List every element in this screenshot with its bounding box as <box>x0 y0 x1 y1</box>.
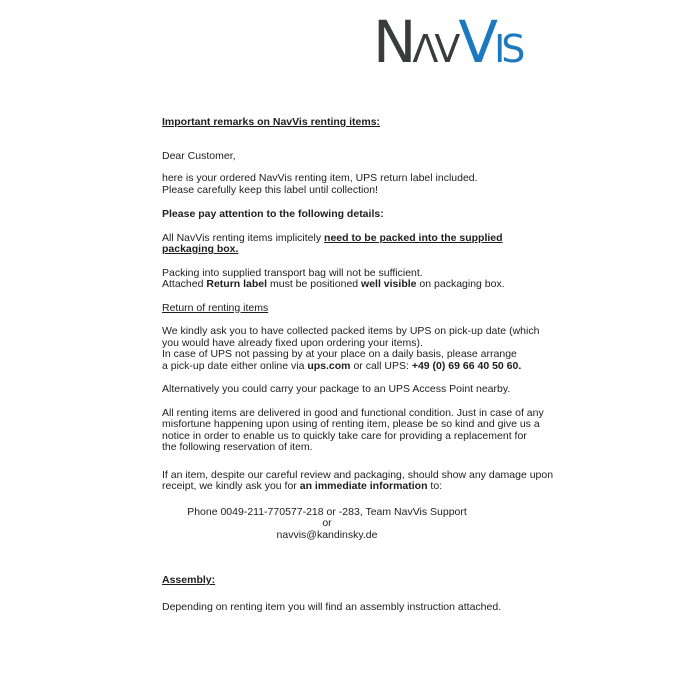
packing-note <box>162 268 544 291</box>
document-body <box>162 116 554 613</box>
text-line <box>162 151 544 163</box>
return-heading <box>162 303 544 315</box>
text-segment: Return label <box>206 278 268 290</box>
pickup-paragraph <box>162 326 544 372</box>
text-segment: packaging box. <box>162 243 239 255</box>
text-segment: Attached <box>162 278 207 290</box>
text-segment: misfortune happening upon using of renting item, please be so kind and give us a <box>162 418 540 430</box>
text-line <box>162 575 544 587</box>
text-segment: need to be packed into the supplied <box>324 231 503 244</box>
text-segment: a pick-up date either online via <box>162 359 308 372</box>
document-title <box>162 117 544 129</box>
text-segment: Dear Customer, <box>162 149 236 162</box>
attention-heading <box>162 209 544 221</box>
text-line <box>162 209 544 221</box>
logo-letter: S <box>501 27 524 71</box>
text-line <box>162 602 544 614</box>
text-line <box>162 361 544 373</box>
text-segment: Phone 0049-211-770577-218 or -283, Team NavVis Support <box>187 505 467 518</box>
text-line <box>162 303 544 315</box>
text-segment: Please carefully keep this label until collection! <box>162 183 378 196</box>
text-segment: Packing into supplied transport bag will not be sufficient. <box>162 266 423 279</box>
text-line <box>162 530 492 542</box>
packing-requirement <box>162 233 544 256</box>
text-segment: receipt, we kindly ask you for <box>162 480 300 492</box>
text-line <box>162 185 544 197</box>
text-segment: We kindly ask you to have collected packed items by UPS on pick-up date (which <box>162 325 540 337</box>
text-segment: an immediate information <box>299 480 428 492</box>
text-segment: In case of UPS not passing by at your place on a daily basis, please arrange <box>162 348 517 360</box>
text-segment: +49 (0) 69 66 40 50 60. <box>411 359 522 372</box>
text-line <box>162 244 544 256</box>
text-segment: you would have already fixed upon ordering your items). <box>162 336 423 349</box>
intro-paragraph <box>162 173 544 196</box>
logo-letter: I <box>494 27 504 71</box>
assembly-paragraph <box>162 602 544 614</box>
text-segment: If an item, despite our careful review and packaging, should show any damage upon <box>162 468 554 481</box>
text-segment: notice in order to enable us to quickly take care for providing a replacement for <box>162 429 527 442</box>
logo-letter: N <box>373 8 415 76</box>
navvis-logo <box>373 8 524 76</box>
text-segment: must be positioned <box>267 278 362 290</box>
logo-letter: V <box>434 27 459 71</box>
text-segment: the following reservation of item. <box>162 441 313 453</box>
text-segment: navvis@kandinsky.de <box>276 528 378 541</box>
text-segment: Please pay attention to the following details: <box>162 208 384 220</box>
access-point-paragraph <box>162 384 544 396</box>
damage-paragraph <box>162 468 554 493</box>
text-segment: Assembly: <box>162 574 216 586</box>
text-line <box>162 117 544 129</box>
text-line <box>162 442 544 454</box>
logo-letter: Λ <box>412 27 437 71</box>
contact-block <box>162 507 492 542</box>
text-line <box>162 279 544 291</box>
logo-letter: V <box>458 8 497 76</box>
text-segment: Alternatively you could carry your package to an UPS Access Point nearby. <box>162 383 511 395</box>
text-segment: All NavVis renting items implicitely <box>162 231 325 244</box>
text-line <box>162 384 544 396</box>
text-segment: well visible <box>361 278 417 290</box>
condition-paragraph <box>162 408 544 454</box>
text-segment: or <box>322 517 332 529</box>
text-segment: to: <box>427 480 443 492</box>
text-segment: ups.com <box>307 359 351 372</box>
text-segment: here is your ordered NavVis renting item, UPS return label included. <box>162 172 478 184</box>
text-segment: on packaging box. <box>416 278 505 290</box>
salutation <box>162 151 544 163</box>
text-segment: or call UPS: <box>350 359 412 372</box>
text-segment: Return of renting items <box>162 301 269 314</box>
text-segment: All renting items are delivered in good and functional condition. Just in case of any <box>162 406 544 419</box>
text-segment: Depending on renting item you will find an assembly instruction attached. <box>162 600 502 613</box>
assembly-heading <box>162 575 544 587</box>
text-segment: Important remarks on NavVis renting items: <box>162 116 381 128</box>
text-line <box>162 481 544 493</box>
